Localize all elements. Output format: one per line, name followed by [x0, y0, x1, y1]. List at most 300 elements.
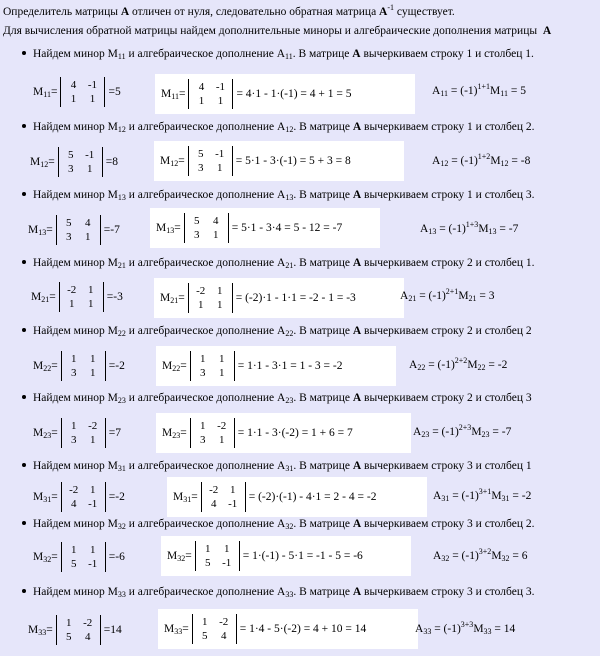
minor-index: 22: [117, 329, 126, 338]
determinant-row: [209, 483, 238, 497]
minor-symbol: [30, 156, 48, 168]
bullet-text: . В матрице: [293, 586, 353, 598]
matrix-symbol: A: [352, 121, 362, 133]
matrix-cell: 5: [197, 148, 204, 160]
equals: =: [476, 290, 489, 302]
minor-symbol: [156, 222, 174, 234]
determinant-row: [196, 147, 225, 161]
matrix-cell: -1: [88, 558, 98, 570]
sign-power: 3+3: [460, 620, 474, 629]
minor-index: 32: [501, 554, 510, 563]
adj-index: 31: [285, 464, 294, 473]
minor-index: 31: [183, 495, 192, 504]
calculation-content: [156, 208, 342, 248]
minor-letter: M: [173, 491, 184, 503]
minor-value: 8: [112, 156, 118, 168]
minor-index: 11: [117, 52, 126, 61]
minor-letter: M: [33, 491, 44, 503]
matrix-cell: -2: [217, 420, 227, 432]
minor-index: 33: [117, 590, 126, 599]
sign-power: 3+2: [478, 547, 492, 556]
determinant-row: [66, 162, 95, 176]
bullet-text: Найдем минор M: [33, 257, 118, 269]
matrix-cell: -2: [67, 284, 77, 296]
matrix-cell: -1: [222, 557, 232, 569]
bullet-text: и алгебраическое дополнение A: [125, 48, 286, 60]
minor-symbol: [490, 155, 508, 167]
determinant-row: [200, 629, 229, 643]
bullet-text: и алгебраическое дополнение A: [125, 121, 286, 133]
matrix-cell: -2: [209, 484, 219, 496]
matrix-cell: -1: [228, 498, 238, 510]
matrix-symbol: A: [352, 392, 362, 404]
minor-equation: [28, 214, 120, 246]
adj-letter: A: [433, 490, 442, 502]
minor-letter: M: [467, 359, 478, 371]
matrix-symbol: A: [352, 460, 362, 472]
minor-index: 11: [43, 90, 51, 99]
cofactor-value: 6: [521, 550, 528, 562]
determinant: [188, 79, 233, 109]
minor-letter: M: [490, 155, 501, 167]
determinant-row: [69, 497, 98, 511]
matrix-cell: 3: [193, 229, 200, 241]
equals: =: [178, 88, 186, 100]
adj-index: 23: [285, 396, 294, 405]
minor-value: -6: [115, 551, 125, 563]
matrix-symbol: A: [542, 25, 552, 37]
calculation-text: = 5·1 - 3·(-1) = 5 + 3 = 8: [235, 155, 351, 167]
matrix-cell: 1: [216, 299, 223, 311]
adj-letter: A: [432, 85, 441, 97]
determinant-row: [69, 366, 98, 380]
sign-factor: = (-1): [436, 223, 466, 235]
determinant-row: [69, 557, 98, 571]
minor-symbol: [173, 491, 191, 503]
intro-text: существует.: [394, 6, 455, 18]
matrix-cell: 1: [204, 543, 211, 555]
sign-factor: = (-1): [449, 490, 479, 502]
calculation-text: = 1·1 - 3·(-2) = 1 + 6 = 7: [237, 427, 353, 439]
bullet-item: [22, 460, 532, 473]
adj-index: 21: [285, 261, 294, 270]
calculation-box: [156, 413, 411, 453]
cofactor-value: -7: [501, 426, 512, 438]
matrix-cell: 5: [204, 557, 211, 569]
minor-letter: M: [167, 550, 178, 562]
bullet-text: вычеркиваем строку 3 и столбец 3.: [361, 586, 535, 598]
equals: =: [180, 360, 187, 372]
sign-factor: = (-1): [416, 290, 446, 302]
equals: =: [48, 156, 55, 168]
minor-equation: [33, 417, 121, 449]
determinant-row: [64, 216, 93, 230]
cofactor-equation: [420, 220, 519, 236]
minor-value: 5: [114, 86, 121, 98]
bullet-text: . В матрице: [293, 325, 353, 337]
minor-index: 12: [117, 125, 126, 134]
calculation-content: [162, 346, 342, 386]
minor-equation: [28, 614, 122, 646]
adj-index: 13: [285, 193, 294, 202]
determinant-row: [198, 433, 227, 447]
bullet-text: и алгебраическое дополнение A: [125, 392, 286, 404]
minor-symbol: [164, 623, 182, 635]
determinant: [56, 215, 101, 245]
equals: =: [509, 550, 522, 562]
minor-symbol: [31, 291, 49, 303]
determinant-row: [67, 283, 96, 297]
minor-symbol: [161, 88, 179, 100]
bullet-item: [22, 518, 534, 531]
determinant-row: [68, 92, 97, 106]
matrix-cell: 1: [216, 285, 223, 297]
minor-index: 23: [481, 430, 490, 439]
matrix-cell: 3: [199, 367, 206, 379]
bullet-text: вычеркиваем строку 2 и столбец 3: [361, 392, 532, 404]
cofactor-equation: [413, 423, 512, 439]
bullet-text: и алгебраическое дополнение A: [125, 586, 286, 598]
cofactor-value: -7: [508, 223, 519, 235]
minor-letter: M: [28, 624, 39, 636]
minor-index: 33: [38, 628, 47, 637]
equals: =: [178, 155, 185, 167]
equals: =: [105, 156, 113, 168]
bullet-text: вычеркиваем строку 3 и столбец 1: [361, 460, 532, 472]
bullet-text: вычеркиваем строку 3 и столбец 2.: [361, 518, 535, 530]
bullet-text: вычеркиваем строку 2 и столбец 1.: [361, 257, 535, 269]
matrix-cell: 1: [218, 434, 225, 446]
matrix-cell: -2: [83, 617, 93, 629]
determinant-row: [69, 483, 98, 497]
minor-index: 13: [38, 228, 47, 237]
equals: =: [178, 292, 185, 304]
matrix-cell: 4: [210, 498, 217, 510]
minor-symbol: [490, 85, 508, 97]
minor-symbol: [478, 223, 496, 235]
determinant: [184, 213, 229, 243]
determinant-row: [69, 433, 98, 447]
calculation-text: = (-2)·(-1) - 4·1 = 2 - 4 = -2: [248, 491, 377, 503]
matrix-cell: -1: [85, 149, 95, 161]
minor-value: -2: [115, 360, 125, 372]
minor-index: 31: [501, 494, 510, 503]
cofactor-value: 3: [488, 290, 495, 302]
adj-index: 32: [441, 554, 450, 563]
adj-index: 12: [285, 125, 294, 134]
minor-symbol: [33, 551, 51, 563]
equals: =: [508, 155, 521, 167]
determinant-row: [196, 284, 225, 298]
determinant: [190, 418, 235, 448]
cofactor-value: 14: [503, 623, 516, 635]
minor-equation: [33, 76, 121, 108]
minor-letter: M: [478, 223, 489, 235]
minor-symbol: [491, 550, 509, 562]
equals: =: [49, 291, 56, 303]
adj-index: 32: [285, 522, 294, 531]
determinant: [59, 282, 104, 312]
bullet-dot: [22, 192, 26, 196]
minor-index: 12: [170, 159, 179, 168]
equals: =: [182, 623, 189, 635]
matrix-cell: 1: [199, 353, 206, 365]
adj-index: 11: [440, 89, 449, 98]
minor-index: 21: [170, 296, 179, 305]
minor-index: 13: [488, 227, 497, 236]
equals: =: [51, 360, 58, 372]
calculation-content: [173, 477, 376, 517]
determinant-row: [196, 80, 225, 94]
minor-index: 13: [117, 193, 126, 202]
minor-index: 13: [166, 226, 175, 235]
adj-letter: A: [433, 550, 442, 562]
minor-letter: M: [162, 427, 173, 439]
matrix-cell: 1: [199, 420, 206, 432]
intro-line-1: [3, 3, 455, 19]
equals: =: [108, 360, 116, 372]
bullet-text: . В матрице: [293, 392, 353, 404]
sign-power: 3+1: [478, 487, 492, 496]
determinant-row: [203, 542, 232, 556]
adj-index: 21: [408, 294, 417, 303]
matrix-cell: 4: [70, 79, 77, 91]
matrix-cell: 1: [218, 353, 225, 365]
calculation-box: [150, 208, 380, 248]
sign-factor: = (-1): [425, 359, 455, 371]
matrix-cell: 1: [89, 434, 96, 446]
intro-line-2: [3, 25, 551, 38]
bullet-dot: [22, 463, 26, 467]
cofactor-equation: [415, 620, 516, 636]
equals: =: [108, 551, 116, 563]
minor-value: -3: [113, 291, 123, 303]
adj-letter: A: [415, 623, 424, 635]
determinant-row: [198, 352, 227, 366]
matrix-cell: 1: [70, 353, 77, 365]
sign-factor: = (-1): [449, 550, 479, 562]
adj-index: 23: [421, 430, 430, 439]
bullet-text: и алгебраическое дополнение A: [125, 257, 286, 269]
minor-letter: M: [33, 551, 44, 563]
minor-letter: M: [31, 291, 42, 303]
minor-index: 23: [43, 431, 52, 440]
adj-index: 11: [285, 52, 293, 61]
matrix-cell: -1: [87, 79, 98, 91]
equals: =: [489, 426, 502, 438]
calculation-content: [164, 609, 366, 649]
matrix-cell: 1: [217, 95, 224, 107]
minor-letter: M: [28, 224, 39, 236]
matrix-symbol: A: [352, 586, 362, 598]
determinant-row: [69, 543, 98, 557]
minor-letter: M: [473, 623, 484, 635]
matrix-cell: 1: [65, 617, 72, 629]
matrix-cell: 1: [89, 367, 96, 379]
sign-power: 1+3: [465, 220, 479, 229]
bullet-text: Найдем минор M: [33, 189, 118, 201]
minor-index: 31: [117, 464, 126, 473]
determinant-row: [209, 497, 238, 511]
minor-letter: M: [160, 292, 171, 304]
cofactor-equation: [433, 547, 528, 563]
bullet-text: Найдем минор M: [33, 48, 118, 60]
minor-index: 22: [172, 364, 181, 373]
minor-symbol: [33, 427, 51, 439]
determinant: [61, 351, 106, 381]
minor-symbol: [160, 155, 178, 167]
minor-value: -7: [110, 224, 120, 236]
minor-letter: M: [156, 222, 167, 234]
matrix-cell: 1: [70, 544, 77, 556]
bullet-item: [22, 586, 534, 599]
sign-factor: = (-1): [448, 85, 478, 97]
bullet-text: . В матрице: [293, 189, 353, 201]
bullet-text: . В матрице: [293, 121, 353, 133]
bullet-item: [22, 392, 532, 405]
bullet-text: . В матрице: [293, 518, 353, 530]
equals: =: [108, 427, 116, 439]
bullet-text: и алгебраическое дополнение A: [125, 189, 286, 201]
sign-power: 2+2: [454, 356, 468, 365]
minor-letter: M: [491, 550, 502, 562]
determinant: [192, 614, 237, 644]
calculation-box: [154, 278, 404, 318]
bullet-text: . В матрице: [292, 48, 353, 60]
cofactor-value: -8: [520, 155, 531, 167]
adj-letter: A: [432, 155, 441, 167]
matrix-symbol: A: [379, 6, 388, 18]
bullet-item: [22, 48, 534, 61]
determinant: [188, 283, 233, 313]
calculation-content: [160, 278, 356, 318]
minor-equation: [33, 350, 125, 382]
sign-factor: = (-1): [431, 623, 461, 635]
minor-index: 21: [468, 294, 477, 303]
equals: =: [51, 427, 58, 439]
equals: =: [108, 86, 115, 98]
minor-symbol: [458, 290, 476, 302]
determinant-row: [64, 616, 93, 630]
determinant: [60, 77, 105, 107]
intro-text: Для вычисления обратной матрицы найдем дополнительные миноры и алгебраические дополнения матрицы: [3, 25, 538, 37]
matrix-cell: 1: [89, 353, 96, 365]
matrix-cell: 3: [70, 367, 77, 379]
bullet-text: . В матрице: [293, 460, 353, 472]
adj-index: 22: [417, 363, 426, 372]
matrix-cell: -2: [219, 616, 229, 628]
equals: =: [108, 491, 116, 503]
minor-symbol: [28, 624, 46, 636]
matrix-cell: 1: [197, 299, 204, 311]
bullet-text: . В матрице: [293, 257, 353, 269]
matrix-symbol: A: [352, 48, 361, 60]
matrix-cell: 4: [220, 630, 227, 642]
sign-factor: = (-1): [429, 426, 459, 438]
calculation-content: [167, 536, 363, 576]
minor-index: 23: [172, 431, 181, 440]
bullet-text: и алгебраическое дополнение A: [125, 325, 286, 337]
determinant-row: [67, 297, 96, 311]
matrix-cell: 1: [89, 484, 96, 496]
equals: =: [507, 85, 521, 97]
bullet-text: Найдем минор M: [33, 325, 118, 337]
determinant-row: [196, 94, 225, 108]
calculation-box: [154, 141, 404, 181]
minor-equation: [30, 146, 118, 178]
bullet-item: [22, 121, 534, 134]
matrix-cell: 5: [201, 630, 208, 642]
minor-symbol: [162, 360, 180, 372]
calculation-text: = 1·(-1) - 5·1 = -1 - 5 = -6: [242, 550, 363, 562]
adj-index: 13: [428, 227, 437, 236]
matrix-cell: 4: [70, 498, 77, 510]
sign-power: 1+2: [477, 152, 491, 161]
matrix-cell: -2: [196, 285, 206, 297]
inverse-superscript: -1: [387, 3, 395, 12]
cofactor-equation: [400, 287, 495, 303]
sign-power: 1+1: [477, 82, 491, 91]
minor-symbol: [33, 86, 51, 98]
determinant: [188, 146, 233, 176]
minor-symbol: [491, 490, 509, 502]
minor-letter: M: [471, 426, 482, 438]
minor-equation: [31, 281, 123, 313]
bullet-dot: [22, 260, 26, 264]
cofactor-value: 5: [520, 85, 526, 97]
equals: =: [46, 224, 53, 236]
matrix-cell: 1: [86, 163, 93, 175]
matrix-cell: 5: [67, 149, 74, 161]
minor-letter: M: [33, 427, 44, 439]
matrix-cell: 1: [89, 93, 96, 105]
minor-symbol: [467, 359, 485, 371]
calculation-box: [158, 609, 418, 649]
matrix-cell: 1: [218, 367, 225, 379]
cofactor-value: -2: [497, 359, 508, 371]
minor-value: -2: [115, 491, 125, 503]
bullet-dot: [22, 51, 26, 55]
bullet-dot: [22, 328, 26, 332]
matrix-cell: 1: [216, 162, 223, 174]
determinant-row: [203, 556, 232, 570]
determinant-row: [200, 615, 229, 629]
adj-index: 33: [423, 627, 432, 636]
matrix-cell: 3: [197, 162, 204, 174]
determinant: [56, 615, 101, 645]
bullet-item: [22, 325, 532, 338]
determinant-row: [192, 228, 221, 242]
equals: =: [46, 624, 53, 636]
adj-index: 31: [441, 494, 450, 503]
equals: =: [106, 291, 114, 303]
minor-letter: M: [164, 623, 175, 635]
determinant-row: [198, 366, 227, 380]
determinant-row: [192, 214, 221, 228]
matrix-cell: -1: [215, 148, 225, 160]
intro-text: отличен от нуля, следовательно обратная матрица: [129, 6, 380, 18]
matrix-symbol: A: [352, 257, 362, 269]
matrix-cell: 1: [70, 93, 77, 105]
minor-index: 22: [477, 363, 486, 372]
matrix-cell: -2: [88, 420, 98, 432]
matrix-cell: 1: [89, 544, 96, 556]
equals: =: [191, 491, 198, 503]
determinant-row: [196, 298, 225, 312]
bullet-text: Найдем минор M: [33, 392, 118, 404]
adj-index: 33: [285, 590, 294, 599]
matrix-cell: -2: [69, 484, 79, 496]
